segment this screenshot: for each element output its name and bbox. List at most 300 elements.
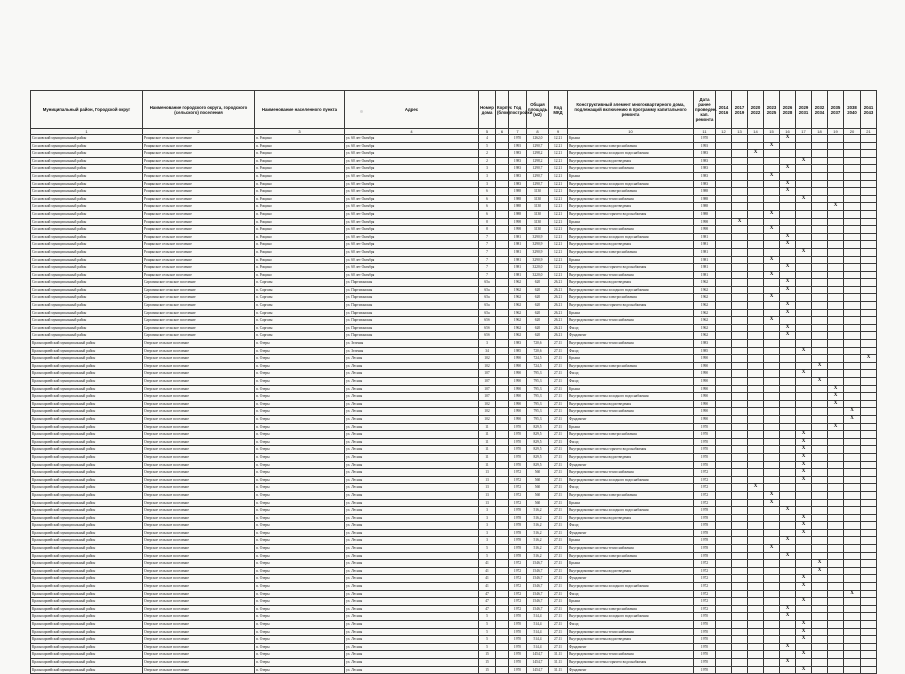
- table-cell: 27.11: [549, 355, 568, 363]
- table-cell: 1290,7: [527, 180, 549, 188]
- table-cell: 1978: [509, 507, 527, 515]
- table-cell: 7: [479, 233, 496, 241]
- table-cell: Фасад: [568, 324, 694, 332]
- table-cell: Озерское сельское поселение: [143, 658, 255, 666]
- table-cell: 1998: [509, 226, 527, 234]
- table-cell: ул. 60 лет Октября: [345, 188, 479, 196]
- period-cell: [828, 355, 844, 363]
- table-cell: п. Саргазы: [255, 309, 345, 317]
- period-cell: [828, 188, 844, 196]
- period-cell: [732, 180, 748, 188]
- table-cell: 1972: [509, 491, 527, 499]
- period-cell: [780, 256, 796, 264]
- table-row: [31, 560, 877, 568]
- period-cell: [780, 218, 796, 226]
- period-cell: [764, 400, 780, 408]
- repair-period-mark: X: [812, 378, 828, 386]
- table-cell: 3290,9: [527, 233, 549, 241]
- table-cell: Сосновский муниципальный район: [31, 309, 143, 317]
- period-cell: [716, 309, 732, 317]
- table-cell: Саргазинское сельское поселение: [143, 302, 255, 310]
- period-cell: [844, 628, 861, 636]
- table-cell: [496, 590, 509, 598]
- table-cell: ул. Лесная: [345, 621, 479, 629]
- period-cell: [861, 150, 877, 158]
- period-cell: [780, 567, 796, 575]
- column-header: 2038 2040: [844, 91, 861, 129]
- table-cell: 1978: [694, 514, 716, 522]
- table-cell: 1988: [694, 188, 716, 196]
- table-cell: Красноармейский муниципальный район: [31, 545, 143, 553]
- period-cell: [861, 210, 877, 218]
- table-cell: Внутридомовые системы горячего водоснабжения: [568, 210, 694, 218]
- table-cell: 1454,7: [527, 666, 549, 674]
- period-cell: [861, 241, 877, 249]
- table-cell: 1990: [509, 415, 527, 423]
- period-cell: [828, 613, 844, 621]
- period-cell: [732, 302, 748, 310]
- period-cell: [764, 484, 780, 492]
- period-cell: [812, 651, 828, 659]
- table-cell: ул. Лесная: [345, 613, 479, 621]
- table-cell: Озерское сельское поселение: [143, 347, 255, 355]
- period-cell: [748, 567, 764, 575]
- table-cell: 27.11: [549, 461, 568, 469]
- period-cell: [716, 340, 732, 348]
- table-cell: Внутридомовые системы холодного водоснабжения: [568, 180, 694, 188]
- period-cell: [780, 590, 796, 598]
- period-cell: [812, 529, 828, 537]
- table-cell: п. Озеры: [255, 385, 345, 393]
- table-row: [31, 355, 877, 363]
- table-row: [31, 453, 877, 461]
- table-cell: 1962: [509, 294, 527, 302]
- table-cell: [496, 271, 509, 279]
- table-row: [31, 552, 877, 560]
- table-cell: 1985: [509, 347, 527, 355]
- period-cell: [732, 233, 748, 241]
- period-cell: [748, 461, 764, 469]
- table-cell: Красноармейский муниципальный район: [31, 628, 143, 636]
- table-cell: п. Озеры: [255, 484, 345, 492]
- period-cell: [780, 142, 796, 150]
- table-cell: 829,5: [527, 446, 549, 454]
- period-cell: [828, 499, 844, 507]
- table-cell: 27.11: [549, 415, 568, 423]
- period-cell: [861, 362, 877, 370]
- table-row: [31, 598, 877, 606]
- period-cell: [844, 545, 861, 553]
- period-cell: [861, 499, 877, 507]
- table-cell: 1990: [694, 370, 716, 378]
- table-cell: 560: [527, 469, 549, 477]
- period-cell: [861, 340, 877, 348]
- repair-period-mark: X: [828, 393, 844, 401]
- table-row: [31, 172, 877, 180]
- table-cell: Внутридомовые системы электроснабжения: [568, 491, 694, 499]
- table-cell: Внутридомовые системы теплоснабжения: [568, 271, 694, 279]
- table-cell: [496, 415, 509, 423]
- period-cell: [764, 575, 780, 583]
- table-cell: Фундамент: [568, 529, 694, 537]
- period-cell: [844, 651, 861, 659]
- repair-period-mark: X: [764, 317, 780, 325]
- table-cell: Красноармейский муниципальный район: [31, 400, 143, 408]
- table-cell: ул. Лесная: [345, 499, 479, 507]
- table-cell: Рощинское сельское поселение: [143, 218, 255, 226]
- period-cell: [716, 522, 732, 530]
- table-cell: 620: [527, 324, 549, 332]
- table-cell: 720,6: [527, 347, 549, 355]
- period-cell: [844, 157, 861, 165]
- table-cell: п. Рощино: [255, 233, 345, 241]
- table-cell: 1970: [509, 446, 527, 454]
- period-cell: [716, 271, 732, 279]
- period-cell: [812, 545, 828, 553]
- column-number: 5: [479, 129, 496, 135]
- table-cell: 1990: [509, 385, 527, 393]
- period-cell: [844, 560, 861, 568]
- period-cell: [861, 165, 877, 173]
- table-cell: 1972: [509, 476, 527, 484]
- table-cell: 1970: [509, 658, 527, 666]
- period-cell: [716, 408, 732, 416]
- period-cell: [861, 469, 877, 477]
- period-cell: [780, 195, 796, 203]
- table-cell: Красноармейский муниципальный район: [31, 666, 143, 674]
- period-cell: [844, 598, 861, 606]
- period-cell: [812, 279, 828, 287]
- table-row: [31, 362, 877, 370]
- period-cell: [732, 583, 748, 591]
- table-cell: 27.11: [549, 340, 568, 348]
- table-cell: 795,3: [527, 415, 549, 423]
- table-cell: 1978: [509, 552, 527, 560]
- column-number: 20: [844, 129, 861, 135]
- period-cell: [844, 583, 861, 591]
- table-cell: 620: [527, 332, 549, 340]
- table-cell: 1970: [509, 135, 527, 143]
- period-cell: [716, 302, 732, 310]
- period-cell: [716, 279, 732, 287]
- table-cell: 516,2: [527, 552, 549, 560]
- table-cell: ул. 60 лет Октября: [345, 248, 479, 256]
- table-cell: 1972: [694, 567, 716, 575]
- table-cell: Саргазинское сельское поселение: [143, 324, 255, 332]
- table-cell: 620: [527, 279, 549, 287]
- period-cell: [732, 666, 748, 674]
- period-cell: [748, 438, 764, 446]
- table-cell: Озерское сельское поселение: [143, 469, 255, 477]
- table-cell: п. Озеры: [255, 529, 345, 537]
- period-cell: [764, 552, 780, 560]
- table-cell: п. Озеры: [255, 393, 345, 401]
- table-cell: [496, 226, 509, 234]
- period-cell: [828, 453, 844, 461]
- period-cell: [861, 613, 877, 621]
- table-cell: Фундамент: [568, 575, 694, 583]
- period-cell: [828, 522, 844, 530]
- table-cell: 1990: [694, 393, 716, 401]
- period-cell: [844, 279, 861, 287]
- period-cell: [812, 476, 828, 484]
- table-cell: Озерское сельское поселение: [143, 423, 255, 431]
- table-cell: п. Рощино: [255, 256, 345, 264]
- period-cell: [861, 302, 877, 310]
- period-cell: [716, 400, 732, 408]
- table-cell: 26.21: [549, 309, 568, 317]
- table-row: [31, 605, 877, 613]
- table-cell: п. Озеры: [255, 628, 345, 636]
- table-row: [31, 469, 877, 477]
- table-cell: п. Рощино: [255, 157, 345, 165]
- table-cell: Саргазинское сельское поселение: [143, 332, 255, 340]
- table-cell: Сосновский муниципальный район: [31, 195, 143, 203]
- table-row: [31, 324, 877, 332]
- table-cell: [496, 438, 509, 446]
- period-cell: [732, 476, 748, 484]
- period-cell: [828, 294, 844, 302]
- period-cell: [861, 135, 877, 143]
- table-cell: Сосновский муниципальный район: [31, 286, 143, 294]
- table-cell: Красноармейский муниципальный район: [31, 499, 143, 507]
- repair-period-mark: X: [780, 324, 796, 332]
- table-row: [31, 340, 877, 348]
- table-cell: Внутридомовые системы водоотведения: [568, 453, 694, 461]
- period-cell: [796, 294, 812, 302]
- period-cell: [861, 545, 877, 553]
- period-cell: [828, 438, 844, 446]
- period-cell: [796, 605, 812, 613]
- period-cell: [716, 317, 732, 325]
- table-cell: [496, 651, 509, 659]
- repair-period-mark: X: [748, 150, 764, 158]
- table-cell: Озерское сельское поселение: [143, 378, 255, 386]
- table-cell: 1970: [509, 453, 527, 461]
- period-cell: [748, 537, 764, 545]
- table-cell: Озерское сельское поселение: [143, 522, 255, 530]
- table-cell: [496, 188, 509, 196]
- table-cell: [496, 567, 509, 575]
- table-cell: Рощинское сельское поселение: [143, 157, 255, 165]
- period-cell: [764, 529, 780, 537]
- table-cell: п. Озеры: [255, 567, 345, 575]
- repair-period-mark: X: [796, 461, 812, 469]
- table-row: [31, 628, 877, 636]
- table-cell: 620: [527, 294, 549, 302]
- repair-period-mark: X: [812, 567, 828, 575]
- period-cell: [780, 453, 796, 461]
- period-cell: [764, 643, 780, 651]
- table-cell: ул. Партизанская: [345, 286, 479, 294]
- period-cell: [716, 203, 732, 211]
- table-cell: 13: [479, 484, 496, 492]
- table-cell: ул. Лесная: [345, 529, 479, 537]
- table-cell: Сосновский муниципальный район: [31, 317, 143, 325]
- table-cell: 7: [479, 248, 496, 256]
- table-cell: [496, 598, 509, 606]
- repair-period-mark: X: [796, 157, 812, 165]
- period-cell: [828, 378, 844, 386]
- table-cell: Рощинское сельское поселение: [143, 226, 255, 234]
- period-cell: [796, 643, 812, 651]
- table-cell: Озерское сельское поселение: [143, 628, 255, 636]
- period-cell: [732, 423, 748, 431]
- table-row: [31, 613, 877, 621]
- period-cell: [844, 385, 861, 393]
- period-cell: [812, 347, 828, 355]
- period-cell: [748, 347, 764, 355]
- table-cell: 1978: [694, 507, 716, 515]
- table-cell: Озерское сельское поселение: [143, 408, 255, 416]
- period-cell: [748, 598, 764, 606]
- table-cell: 27.11: [549, 453, 568, 461]
- header-row: [31, 91, 877, 129]
- period-cell: [861, 332, 877, 340]
- period-cell: [796, 378, 812, 386]
- period-cell: [812, 400, 828, 408]
- period-cell: [716, 332, 732, 340]
- period-cell: [861, 385, 877, 393]
- period-cell: [780, 317, 796, 325]
- period-cell: [748, 605, 764, 613]
- period-cell: [861, 567, 877, 575]
- period-cell: [796, 302, 812, 310]
- table-row: [31, 370, 877, 378]
- table-row: [31, 135, 877, 143]
- table-cell: 12.21: [549, 248, 568, 256]
- period-cell: [796, 385, 812, 393]
- period-cell: [716, 172, 732, 180]
- period-cell: [732, 264, 748, 272]
- table-cell: п. Озеры: [255, 537, 345, 545]
- table-cell: 1970: [509, 461, 527, 469]
- period-cell: [828, 256, 844, 264]
- column-number: 17: [796, 129, 812, 135]
- period-cell: [828, 514, 844, 522]
- table-cell: Внутридомовые системы холодного водоснабжения: [568, 613, 694, 621]
- table-cell: [496, 658, 509, 666]
- period-cell: [861, 476, 877, 484]
- period-cell: [716, 180, 732, 188]
- table-row: [31, 180, 877, 188]
- period-cell: [812, 643, 828, 651]
- table-cell: Внутридомовые системы теплоснабжения: [568, 651, 694, 659]
- table-cell: п. Рощино: [255, 264, 345, 272]
- period-cell: [812, 150, 828, 158]
- table-cell: Красноармейский муниципальный район: [31, 340, 143, 348]
- period-cell: [716, 560, 732, 568]
- period-cell: [844, 643, 861, 651]
- period-cell: [764, 590, 780, 598]
- period-cell: [812, 233, 828, 241]
- period-cell: [796, 233, 812, 241]
- table-cell: Озерское сельское поселение: [143, 491, 255, 499]
- table-cell: 12.21: [549, 241, 568, 249]
- table-row: [31, 294, 877, 302]
- period-cell: [844, 370, 861, 378]
- period-cell: [732, 340, 748, 348]
- table-cell: Красноармейский муниципальный район: [31, 484, 143, 492]
- repair-period-mark: X: [796, 651, 812, 659]
- table-cell: 1298,2: [527, 157, 549, 165]
- period-cell: [764, 241, 780, 249]
- table-cell: 102: [479, 362, 496, 370]
- table-row: [31, 241, 877, 249]
- period-cell: [861, 324, 877, 332]
- table-cell: [496, 476, 509, 484]
- period-cell: [764, 438, 780, 446]
- table-cell: 1983: [694, 165, 716, 173]
- period-cell: [844, 666, 861, 674]
- period-cell: [844, 355, 861, 363]
- table-cell: 27.11: [549, 400, 568, 408]
- table-cell: 1988: [694, 203, 716, 211]
- table-cell: Внутридомовые системы теплоснабжения: [568, 628, 694, 636]
- repair-period-mark: X: [780, 605, 796, 613]
- period-cell: [812, 203, 828, 211]
- table-cell: Красноармейский муниципальный район: [31, 393, 143, 401]
- table-cell: п. Саргазы: [255, 332, 345, 340]
- table-cell: [496, 264, 509, 272]
- table-cell: 795,3: [527, 408, 549, 416]
- repair-period-mark: X: [780, 135, 796, 143]
- period-cell: [844, 188, 861, 196]
- table-row: [31, 195, 877, 203]
- period-cell: [844, 484, 861, 492]
- table-cell: 13: [479, 499, 496, 507]
- table-cell: 1978: [694, 522, 716, 530]
- table-cell: Сосновский муниципальный район: [31, 332, 143, 340]
- period-cell: [861, 438, 877, 446]
- table-cell: п. Озеры: [255, 446, 345, 454]
- period-cell: [780, 423, 796, 431]
- period-cell: [812, 537, 828, 545]
- period-cell: [716, 476, 732, 484]
- table-cell: 1981: [694, 233, 716, 241]
- column-number: 7: [509, 129, 527, 135]
- period-cell: [780, 393, 796, 401]
- table-cell: Красноармейский муниципальный район: [31, 514, 143, 522]
- period-cell: [861, 507, 877, 515]
- table-cell: 1998: [694, 226, 716, 234]
- table-cell: Внутридомовые системы электроснабжения: [568, 552, 694, 560]
- table-cell: 1972: [694, 590, 716, 598]
- table-cell: Фасад: [568, 522, 694, 530]
- repair-period-mark: X: [764, 210, 780, 218]
- table-cell: 1262,0: [527, 135, 549, 143]
- table-cell: 1990: [509, 370, 527, 378]
- period-cell: [844, 491, 861, 499]
- table-cell: [496, 469, 509, 477]
- table-cell: ул. 60 лет Октября: [345, 195, 479, 203]
- table-cell: 620: [527, 309, 549, 317]
- period-cell: [732, 499, 748, 507]
- table-cell: 1990: [694, 362, 716, 370]
- period-cell: [748, 188, 764, 196]
- repair-period-mark: X: [796, 636, 812, 644]
- period-cell: [764, 324, 780, 332]
- period-cell: [861, 621, 877, 629]
- period-cell: [812, 575, 828, 583]
- period-cell: [764, 567, 780, 575]
- period-cell: [812, 469, 828, 477]
- period-cell: [716, 529, 732, 537]
- repair-period-mark: X: [796, 476, 812, 484]
- repair-period-mark: X: [812, 560, 828, 568]
- period-cell: [861, 218, 877, 226]
- period-cell: [748, 613, 764, 621]
